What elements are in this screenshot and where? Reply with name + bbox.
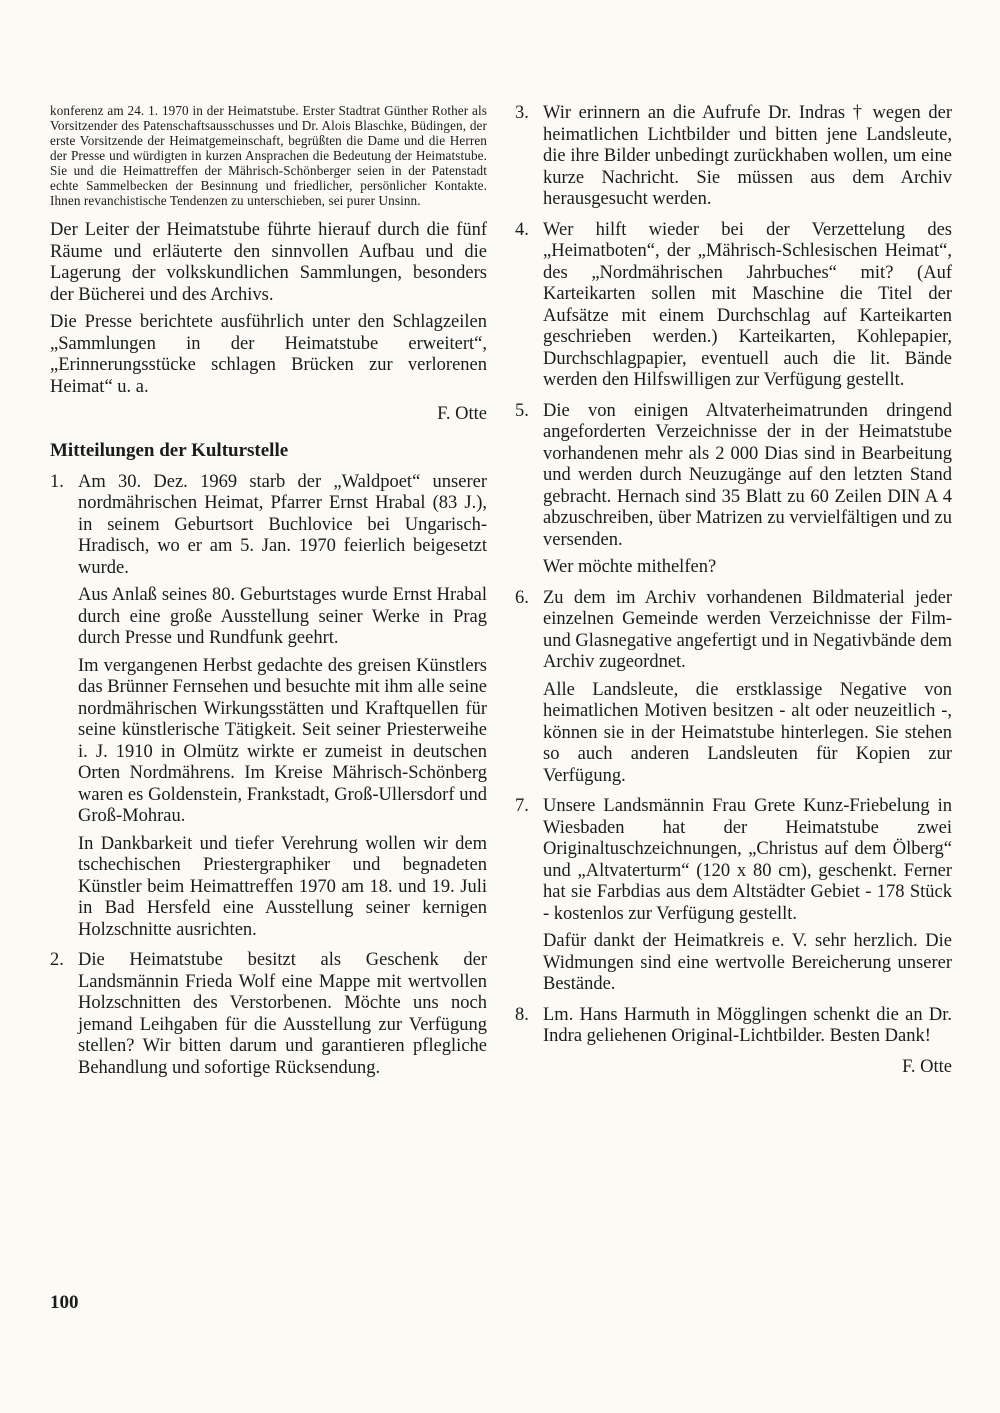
signature: F. Otte xyxy=(902,1056,952,1077)
paragraph: Alle Landsleute, die erstklassige Negative von heimatlichen Motiven besitzen - alt oder neuzeitlich -, können sie in der Heimatstube hinterlegen. Sie stehen so auch anderen Landsleuten für Kopien zur Verfügung. xyxy=(543,679,952,786)
paragraph: Lm. Hans Harmuth in Mögglingen schenkt die an Dr. Indra geliehenen Original-Lichtbilder. Besten Dank! xyxy=(543,1004,952,1046)
continuation-paragraph: konferenz am 24. 1. 1970 in der Heimatstube. Erster Stadtrat Günther Rother als Vorsitzender des Patenschaftsausschusses und Dr. Alois Blaschke, Büdingen, der erste Vorsitzende der Heimatgemeinschaft, begrüßten die Dame und die Herren der Presse und würdigten in kurzen Ansprachen die Bedeutung der Heimatstube. Sie und die Heimattreffen der Mährisch-Schönberger seien in der Patenstadt echte Sammelbecken der Besinnung und friedlicher, persönlicher Kontakte. Ihnen revanchistische Tendenzen zu unterschieben, sei purer Unsinn. xyxy=(50,103,487,208)
item-body xyxy=(78,472,487,942)
section-heading: Mitteilungen der Kulturstelle xyxy=(50,439,289,461)
item-number: 4. xyxy=(515,219,529,240)
item-body xyxy=(543,220,952,392)
numbered-item xyxy=(50,950,487,1079)
paragraph: Unsere Landsmännin Frau Grete Kunz-Friebelung in Wiesbaden hat der Heimatstube zwei Originaltuschzeichnungen, „Christus auf dem Ölberg“ und „Altvaterturm“ (120 x 80 cm), geschenkt. Ferner hat sie Farbdias aus dem Altstädter Gebiet - 178 Stück - kostenlos zur Verfügung gestellt. xyxy=(543,796,952,924)
paragraph: Am 30. Dez. 1969 starb der „Waldpoet“ unserer nordmährischen Heimat, Pfarrer Ernst Hrabal (83 J.), in seinem Geburtsort Buchlovice bei Ungarisch-Hradisch, wo er am 5. Jan. 1970 feierlich beigesetzt wurde. xyxy=(78,471,487,578)
item-body xyxy=(543,796,952,996)
item-number: 3. xyxy=(515,103,529,123)
item-number: 2. xyxy=(50,950,64,970)
page-number: 100 xyxy=(50,1292,79,1313)
column-right xyxy=(515,103,952,1090)
paragraph: Der Leiter der Heimatstube führte hierauf durch die fünf Räume und erläuterte den sinnvollen Aufbau und die Lagerung der volkskundlichen Sammlungen, besonders der Bücherei und des Archivs. xyxy=(50,220,487,305)
item-body xyxy=(543,1005,952,1048)
paragraph: Wer möchte mithelfen? xyxy=(543,557,717,577)
paragraph: Dafür dankt der Heimatkreis e. V. sehr herzlich. Die Widmungen sind eine wertvolle Bereicherung unserer Bestände. xyxy=(543,931,952,994)
numbered-item xyxy=(515,796,952,996)
numbered-item xyxy=(515,103,952,211)
item-body xyxy=(543,103,952,211)
numbered-item xyxy=(515,1005,952,1048)
numbered-item xyxy=(515,588,952,788)
paragraph: In Dankbarkeit und tiefer Verehrung wollen wir dem tschechischen Priestergraphiker und begnadeten Künstler beim Heimattreffen 1970 am 18. und 19. Juli in Bad Hersfeld eine Ausstellung seiner kernigen Holzschnitte ausrichten. xyxy=(78,833,487,940)
paragraph: Zu dem im Archiv vorhandenen Bildmaterial jeder einzelnen Gemeinde werden Verzeichnisse der Film- und Glasnegative angefertigt und in Negativbände dem Archiv zugeordnet. xyxy=(543,587,952,672)
paragraph: Wer hilft wieder bei der Verzettelung des „Heimatboten“, der „Mährisch-Schlesischen Heimat“, des „Nordmährischen Jahrbuches“ mit? (Auf Karteikarten sollen mit Maschine die Titel der Aufsätze mit einem Durchschlag auf Karteikarten geschrieben werden.) Karteikarten, Kohlepapier, Durchschlagpapier, eventuell auch die lit. Bände werden den Hilfswilligen zur Verfügung gestellt. xyxy=(543,219,952,390)
item-number: 6. xyxy=(515,587,529,608)
item-body xyxy=(543,588,952,788)
numbered-item xyxy=(515,220,952,392)
item-body xyxy=(543,401,952,579)
paragraph: Die Heimatstube besitzt als Geschenk der Landsmännin Frieda Wolf eine Mappe mit wertvollen Holzschnitten des Verstorbenen. Möchte uns noch jemand Leihgaben für die Ausstellung zur Verfügung stellen? Wir bitten darum und garantieren pflegliche Behandlung und sofortige Rücksendung. xyxy=(78,950,487,1078)
two-column-text-body xyxy=(50,103,952,1090)
item-body xyxy=(78,950,487,1079)
numbered-item xyxy=(50,472,487,942)
column-left xyxy=(50,103,487,1090)
numbered-item xyxy=(515,401,952,579)
paragraph: Die von einigen Altvaterheimatrunden dringend angeforderten Verzeichnisse der in der Heimatstube vorhandenen mehr als 2 000 Dias sind in Bearbeitung und werden durch Neuzugänge auf den letzten Stand gebracht. Hernach sind 35 Blatt zu 60 Zeilen DIN A 4 abzuschreiben, über Matrizen zu vervielfältigen und zu versenden. xyxy=(543,400,952,550)
item-number: 8. xyxy=(515,1004,529,1025)
item-number: 7. xyxy=(515,796,529,816)
paragraph: Die Presse berichtete ausführlich unter den Schlagzeilen „Sammlungen in der Heimatstube erweitert“, „Erinnerungsstücke schlagen Brücken zur verlorenen Heimat“ u. a. xyxy=(50,312,487,397)
paragraph: Wir erinnern an die Aufrufe Dr. Indras † wegen der heimatlichen Lichtbilder und bitten jene Landsleute, die ihre Bilder unbedingt zurückhaben wollen, um eine kurze Nachricht. Sie müssen aus dem Archiv herausgesucht werden. xyxy=(543,103,952,209)
paragraph: Im vergangenen Herbst gedachte des greisen Künstlers das Brünner Fernsehen und besuchte mit ihm alle seine nordmährischen Wirkungsstätten und Kraftquellen für seine künstlerische Tätigkeit. Seit seiner Priesterweihe i. J. 1910 in Olmütz wirkte er zumeist in deutschen Orten Nordmährens. Im Kreise Mährisch-Schönberg waren es Goldenstein, Frankstadt, Groß-Ullersdorf und Groß-Mohrau. xyxy=(78,655,487,826)
signature: F. Otte xyxy=(437,404,487,424)
item-number: 5. xyxy=(515,400,529,421)
paragraph: Aus Anlaß seines 80. Geburtstages wurde Ernst Hrabal durch eine große Ausstellung seiner Werke in Prag durch Presse und Rundfunk geehrt. xyxy=(78,585,487,648)
item-number: 1. xyxy=(50,471,64,492)
